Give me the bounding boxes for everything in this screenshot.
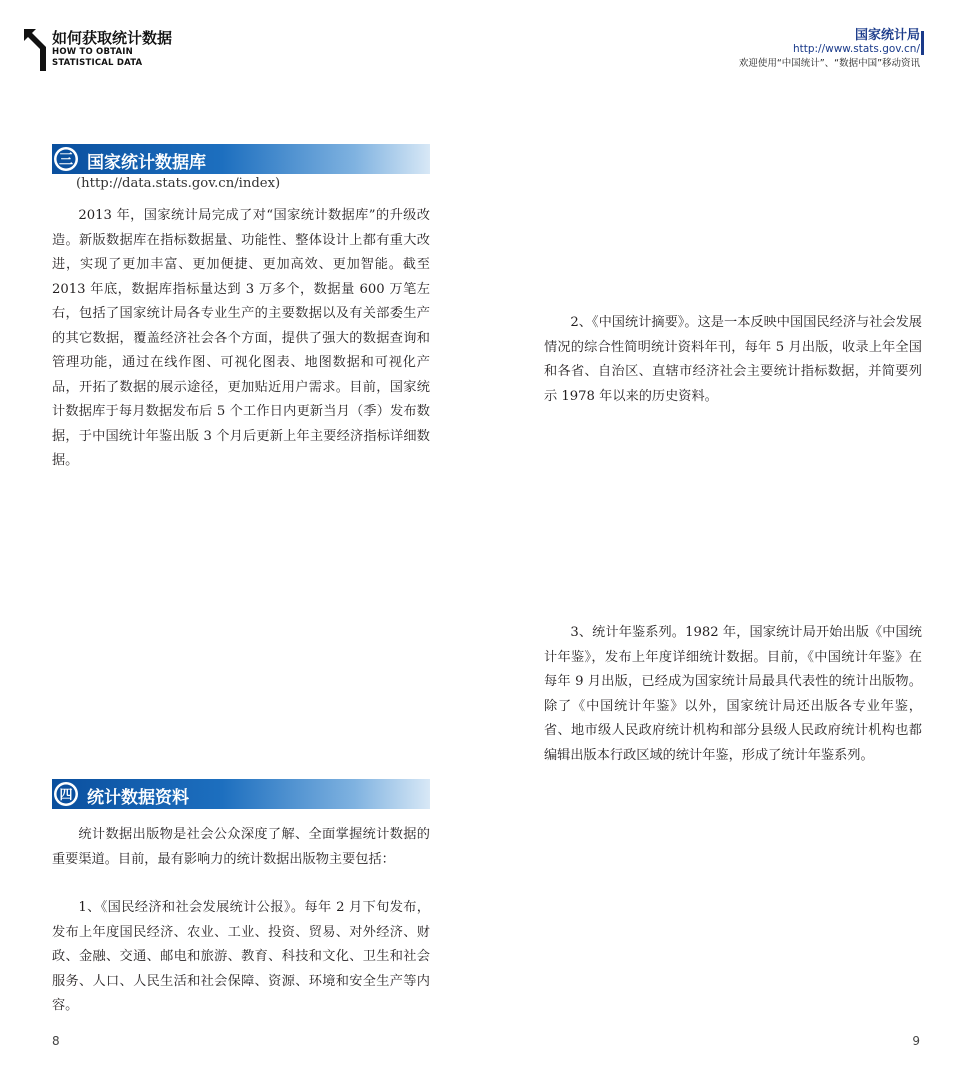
- publication-item-2: 2、《中国统计摘要》。这是一本反映中国国民经济与社会发展情况的综合性简明统计资料年刊，每年 5 月出版，收录上年全国和各省、自治区、直辖市经济社会主要统计指标数据，并简要列示 1978 年以来的历史资料。: [544, 315, 922, 404]
- section-3-badge-text: 三: [59, 152, 73, 168]
- publication-item-1: 1、《国民经济和社会发展统计公报》。每年 2 月下旬发布，发布上年度国民经济、农业、工业、投资、贸易、对外经济、财政、金融、交通、邮电和旅游、教育、科技和文化、卫生和社会服务、人口、人民生活和社会保障、资源、环境和安全生产等内容。: [52, 900, 430, 1013]
- section-4-title: 统计数据资料: [87, 788, 189, 808]
- section-3-body: 2013 年，国家统计局完成了对“国家统计数据库”的升级改造。新版数据库在指标数据量、功能性、整体设计上都有重大改进，实现了更加丰富、更加便捷、更加高效、更加智能。截至 2013 年底，数据库指标量达到 3 万多个，数据量 600 万笔左右，包括了国家统计局各专业生产的主要数据以及有关部委生产的其它数据，覆盖经济社会各个方面，提供了强大的数据查询和管理功能，通过在线作图、可视化图表、地图数据和可视化产品，开拓了数据的展示途径，更加贴近用户需求。目前，国家统计数据库于每月数据发布后 5 个工作日内更新当月（季）发布数据，于中国统计年鉴出版 3 个月后更新上年主要经济指标详细数据。: [52, 208, 430, 468]
- header-slogan: 欢迎使用“中国统计”、“数据中国”移动资讯: [738, 58, 920, 69]
- section-number-badge-icon: [53, 781, 79, 807]
- logo-title-cn: 如何获取统计数据: [52, 29, 173, 47]
- header-accent-bar: [921, 31, 924, 55]
- header-org-info: [739, 28, 920, 71]
- page-number-left: 8: [52, 1034, 60, 1048]
- arrow-up-left-icon: [22, 27, 48, 71]
- logo-title-en-line1: HOW TO OBTAIN: [52, 47, 133, 57]
- logo-title-en-line2: STATISTICAL DATA: [52, 58, 143, 68]
- org-name: 国家统计局: [854, 28, 920, 43]
- org-url[interactable]: http://www.stats.gov.cn/: [792, 43, 920, 55]
- database-url[interactable]: (http://data.stats.gov.cn/index): [76, 176, 281, 191]
- section-3-title: 国家统计数据库: [87, 153, 206, 173]
- section-number-badge-icon: [53, 146, 79, 172]
- section-4-banner: [52, 779, 430, 809]
- page-number-right: 9: [912, 1034, 920, 1048]
- publication-logo: [22, 27, 222, 73]
- section-4-badge-text: 四: [59, 788, 73, 803]
- section-4-intro: 统计数据出版物是社会公众深度了解、全面掌握统计数据的重要渠道。目前，最有影响力的统计数据出版物主要包括：: [52, 827, 430, 867]
- publication-item-3: 3、统计年鉴系列。1982 年，国家统计局开始出版《中国统计年鉴》，发布上年度详细统计数据。目前，《中国统计年鉴》在每年 9 月出版，已经成为国家统计局最具代表性的统计出版物。除了《中国统计年鉴》以外，国家统计局还出版各专业年鉴，省、地市级人民政府统计机构和部分县级人民政府统计机构也都编辑出版本行政区域的统计年鉴，形成了统计年鉴系列。: [544, 625, 922, 763]
- section-3-banner: [52, 144, 430, 174]
